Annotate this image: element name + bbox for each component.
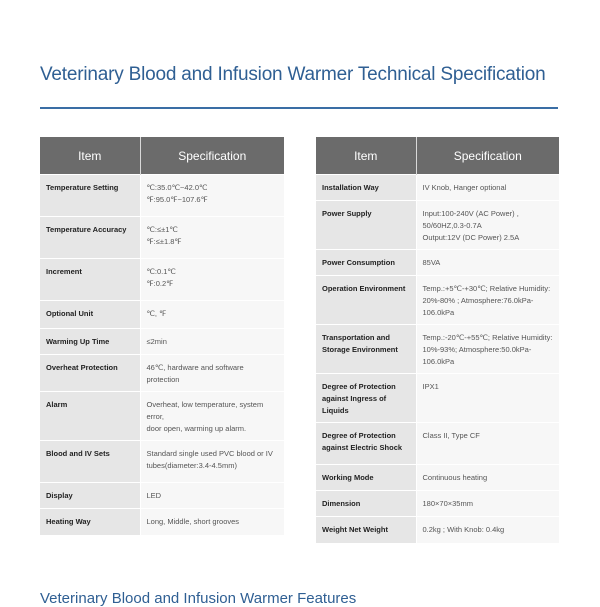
specification-line: 20%-80% ; Atmosphere:76.0kPa-106.0kPa: [422, 296, 534, 317]
row-specification: [140, 259, 284, 301]
column-header-specification: Specification: [416, 137, 559, 175]
specification-line: ℉:0.2℉: [146, 279, 174, 288]
row-specification: [416, 276, 559, 325]
table-row: [40, 509, 284, 535]
specification-line: ℉:95.0℉~107.6℉: [146, 195, 208, 204]
specification-line: ℃:35.0℃~42.0℃: [146, 183, 208, 192]
row-item-label: Transportation and Storage Environment: [316, 325, 416, 374]
spec-table-right: [316, 137, 559, 543]
row-item-label: Alarm: [40, 392, 140, 441]
column-header-item: Item: [316, 137, 416, 175]
row-specification: [416, 517, 559, 543]
specification-line: 46℃, hardware and software protection: [146, 363, 244, 384]
row-specification: [416, 201, 559, 250]
table-row: [316, 250, 559, 276]
page-title: Veterinary Blood and Infusion Warmer Technical Specification: [40, 64, 546, 85]
row-specification: [140, 329, 284, 355]
table-row: [316, 374, 559, 423]
specification-line: IV Knob, Hanger optional: [422, 183, 507, 192]
table-row: [316, 276, 559, 325]
spec-table-left: [40, 137, 284, 535]
specification-line: Continuous heating: [422, 473, 488, 482]
table-row: [316, 465, 559, 491]
specification-line: 85VA: [422, 258, 441, 267]
row-item-label: Working Mode: [316, 465, 416, 491]
table-row: [40, 301, 284, 329]
row-item-label: Degree of Protection against Ingress of Liquids: [316, 374, 416, 423]
row-specification: [140, 355, 284, 392]
specification-line: Temp.:+5℃-+30℃; Relative Humidity:: [422, 284, 551, 293]
row-item-label: Temperature Setting: [40, 175, 140, 217]
row-item-label: Optional Unit: [40, 301, 140, 329]
row-specification: [140, 392, 284, 441]
table-row: [40, 259, 284, 301]
row-specification: [140, 441, 284, 483]
specification-line: door open, warming up alarm.: [146, 424, 247, 433]
row-item-label: Installation Way: [316, 175, 416, 201]
table-row: [40, 175, 284, 217]
table-row: [316, 201, 559, 250]
row-specification: [416, 325, 559, 374]
row-item-label: Blood and IV Sets: [40, 441, 140, 483]
row-specification: [140, 483, 284, 509]
table-row: [316, 175, 559, 201]
table-row: [40, 483, 284, 509]
specification-line: Output:12V (DC Power) 2.5A: [422, 233, 520, 242]
row-specification: [416, 374, 559, 423]
row-specification: [416, 491, 559, 517]
specification-line: LED: [146, 491, 162, 500]
specification-line: ℃:0.1℃: [146, 267, 176, 276]
row-item-label: Warming Up Time: [40, 329, 140, 355]
specification-line: ℉:≤±1.8℉: [146, 237, 182, 246]
row-specification: [416, 423, 559, 465]
title-divider: [40, 107, 558, 109]
table-row: [40, 392, 284, 441]
specification-line: Temp.:-20℃-+55℃; Relative Humidity:: [422, 333, 553, 342]
table-row: [316, 517, 559, 543]
row-item-label: Dimension: [316, 491, 416, 517]
row-item-label: Operation Environment: [316, 276, 416, 325]
features-heading: Veterinary Blood and Infusion Warmer Features: [40, 590, 357, 607]
specification-line: Long, Middle, short grooves: [146, 517, 240, 526]
specification-line: ≤2min: [146, 337, 167, 346]
row-item-label: Display: [40, 483, 140, 509]
table-row: [40, 441, 284, 483]
specification-line: IPX1: [422, 382, 439, 391]
column-header-item: Item: [40, 137, 140, 175]
row-item-label: Temperature Accuracy: [40, 217, 140, 259]
specification-line: 180×70×35mm: [422, 499, 473, 508]
specification-line: Class II, Type CF: [422, 431, 480, 440]
specification-line: Overheat, low temperature, system error,: [146, 400, 264, 421]
specification-line: ℃:≤±1℃: [146, 225, 178, 234]
row-specification: [140, 509, 284, 535]
table-row: [40, 329, 284, 355]
specification-line: ℃, ℉: [146, 309, 167, 318]
row-item-label: Degree of Protection against Electric Shock: [316, 423, 416, 465]
row-specification: [140, 217, 284, 259]
row-item-label: Overheat Protection: [40, 355, 140, 392]
row-specification: [140, 301, 284, 329]
row-item-label: Heating Way: [40, 509, 140, 535]
row-item-label: Power Supply: [316, 201, 416, 250]
table-row: [40, 217, 284, 259]
row-specification: [416, 250, 559, 276]
specification-line: Standard single used PVC blood or IV: [146, 449, 273, 458]
specification-line: Input:100-240V (AC Power) , 50/60HZ,0.3-0.7A: [422, 209, 519, 230]
specification-line: 10%-93%; Atmosphere:50.0kPa-106.0kPa: [422, 345, 532, 366]
specification-line: 0.2kg ; With Knob: 0.4kg: [422, 525, 505, 534]
row-specification: [416, 465, 559, 491]
specification-line: tubes(diameter:3.4-4.5mm): [146, 461, 237, 470]
table-row: [316, 491, 559, 517]
table-row: [40, 355, 284, 392]
row-item-label: Increment: [40, 259, 140, 301]
row-specification: [140, 175, 284, 217]
row-specification: [416, 175, 559, 201]
column-header-specification: Specification: [140, 137, 284, 175]
row-item-label: Weight Net Weight: [316, 517, 416, 543]
row-item-label: Power Consumption: [316, 250, 416, 276]
table-row: [316, 325, 559, 374]
table-row: [316, 423, 559, 465]
